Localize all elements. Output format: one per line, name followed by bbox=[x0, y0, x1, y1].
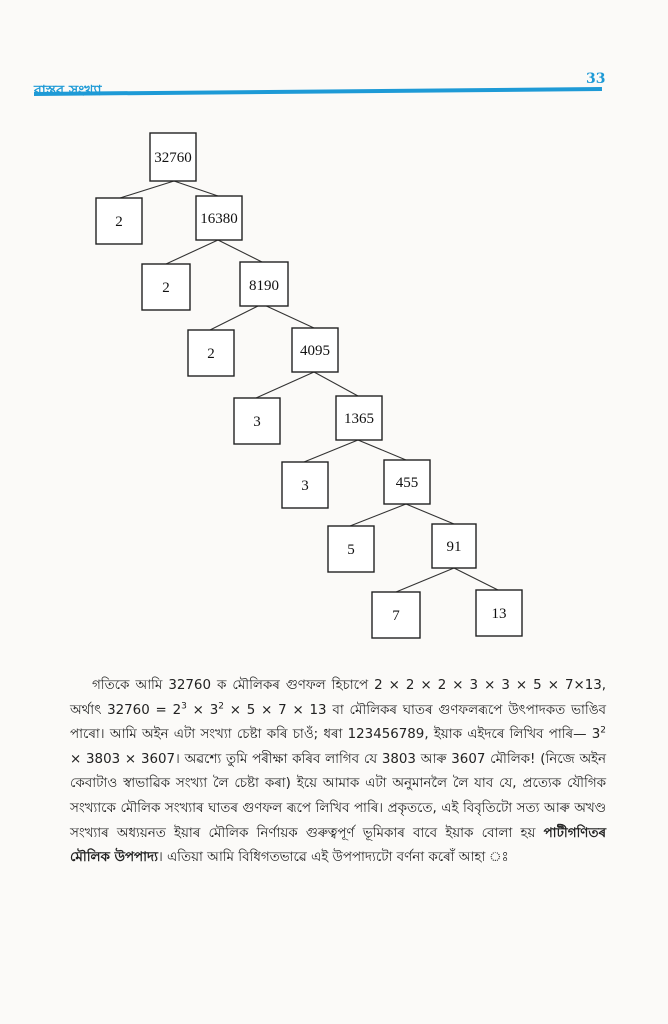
tree-node-3 bbox=[282, 462, 328, 508]
tree-node-2 bbox=[96, 198, 142, 244]
tree-node-label: 1365 bbox=[344, 411, 374, 427]
paragraph-text: × 3 bbox=[186, 702, 219, 718]
tree-node-label: 3 bbox=[301, 478, 309, 494]
paragraph-text: × 3803 × 3607। অৱশ্যে তুমি পৰীক্ষা কৰিব লাগিব যে 3803 আৰু 3607 মৌলিক! (নিজে অইন কেবাটাও স্বাভাৱিক সংখ্যা লৈ চেষ্টা কৰা) ইয়ে আমাক এটা অনুমানলৈ লৈ যাব যে, প্ৰত্যেক যৌগিক সংখ্যাকে মৌলিক সংখ্যাৰ ঘাতৰ গুণফল ৰূপে লিখিব পাৰি। প্ৰকৃততে, এই বিবৃতিটো সত্য আৰু অখণ্ড সংখ্যাৰ অধ্যয়নত ইয়াৰ মৌলিক নিৰ্ণায়ক গুৰুত্বপূৰ্ণ ভূমিকাৰ বাবে ইয়াক বোলা হয় bbox=[70, 751, 606, 841]
page-number: 33 bbox=[586, 71, 606, 87]
paragraph-text: গতিকে আমি 32760 ক মৌলিকৰ গুণফল হিচাপে 2 × 2 × 2 × 3 × 3 × 5 × 7×13, অৰ্থাৎ 32760 = bbox=[70, 678, 606, 718]
tree-edge bbox=[120, 181, 174, 198]
tree-node-label: 2 bbox=[115, 214, 123, 230]
tree-node-label: 13 bbox=[491, 606, 507, 622]
paragraph-text: । এতিয়া আমি বিধিগতভাৱে এই উপপাদ্যটো বৰ্ণনা কৰোঁ আহা ঃ bbox=[157, 850, 509, 866]
tree-node-3 bbox=[234, 398, 280, 444]
tree-edge bbox=[454, 568, 498, 590]
tree-node-1365 bbox=[336, 396, 382, 440]
tree-edge bbox=[218, 240, 262, 262]
tree-node-8190 bbox=[240, 262, 288, 306]
tree-node-5 bbox=[328, 526, 374, 572]
paragraph-text: × 5 × 7 × 13 বা মৌলিকৰ ঘাতৰ গুণফলৰূপে উৎপাদকত ভাঙিব পাৰো। আমি অইন এটা সংখ্যা চেষ্টা কৰি চাওঁ; ধৰা 123456789, ইয়াক এইদৰে লিখিব পাৰি— 3 bbox=[70, 702, 606, 743]
tree-node-label: 16380 bbox=[200, 211, 238, 227]
tree-edge bbox=[314, 372, 358, 396]
tree-node-32760 bbox=[150, 133, 196, 181]
tree-edge bbox=[406, 504, 454, 524]
tree-node-label: 3 bbox=[253, 414, 261, 430]
tree-node-16380 bbox=[196, 196, 242, 240]
tree-node-label: 2 bbox=[207, 346, 215, 362]
exponent: 2 bbox=[218, 701, 224, 712]
tree-node-label: 32760 bbox=[154, 150, 192, 166]
paragraph-text: 2 bbox=[172, 702, 182, 718]
tree-edge bbox=[358, 440, 406, 460]
tree-edge bbox=[304, 440, 358, 462]
tree-edge bbox=[256, 372, 314, 398]
tree-node-455 bbox=[384, 460, 430, 504]
tree-node-label: 4095 bbox=[300, 343, 330, 359]
tree-node-label: 91 bbox=[446, 539, 462, 555]
tree-node-label: 7 bbox=[392, 608, 400, 624]
tree-node-label: 455 bbox=[395, 475, 419, 491]
tree-node-91 bbox=[432, 524, 476, 568]
tree-node-2 bbox=[188, 330, 234, 376]
tree-edge bbox=[174, 181, 218, 196]
page-header-title: বাস্তৱ সংখ্যা bbox=[34, 83, 102, 99]
tree-edge bbox=[262, 304, 314, 328]
body-paragraph bbox=[70, 674, 606, 871]
tree-edge bbox=[210, 304, 262, 330]
tree-node-2 bbox=[142, 264, 190, 310]
exponent: 3 bbox=[181, 701, 187, 712]
tree-node-13 bbox=[476, 590, 522, 636]
tree-node-7 bbox=[372, 592, 420, 638]
tree-edge bbox=[166, 240, 218, 264]
tree-node-label: 2 bbox=[162, 280, 170, 296]
tree-node-4095 bbox=[292, 328, 338, 372]
exponent: 2 bbox=[600, 725, 606, 736]
tree-edge bbox=[396, 568, 454, 592]
tree-node-label: 5 bbox=[347, 542, 355, 558]
theorem-name: পাটীগণিতৰ মৌলিক উপপাদ্য bbox=[70, 825, 606, 866]
tree-edge bbox=[350, 504, 406, 526]
tree-node-label: 8190 bbox=[249, 278, 279, 294]
